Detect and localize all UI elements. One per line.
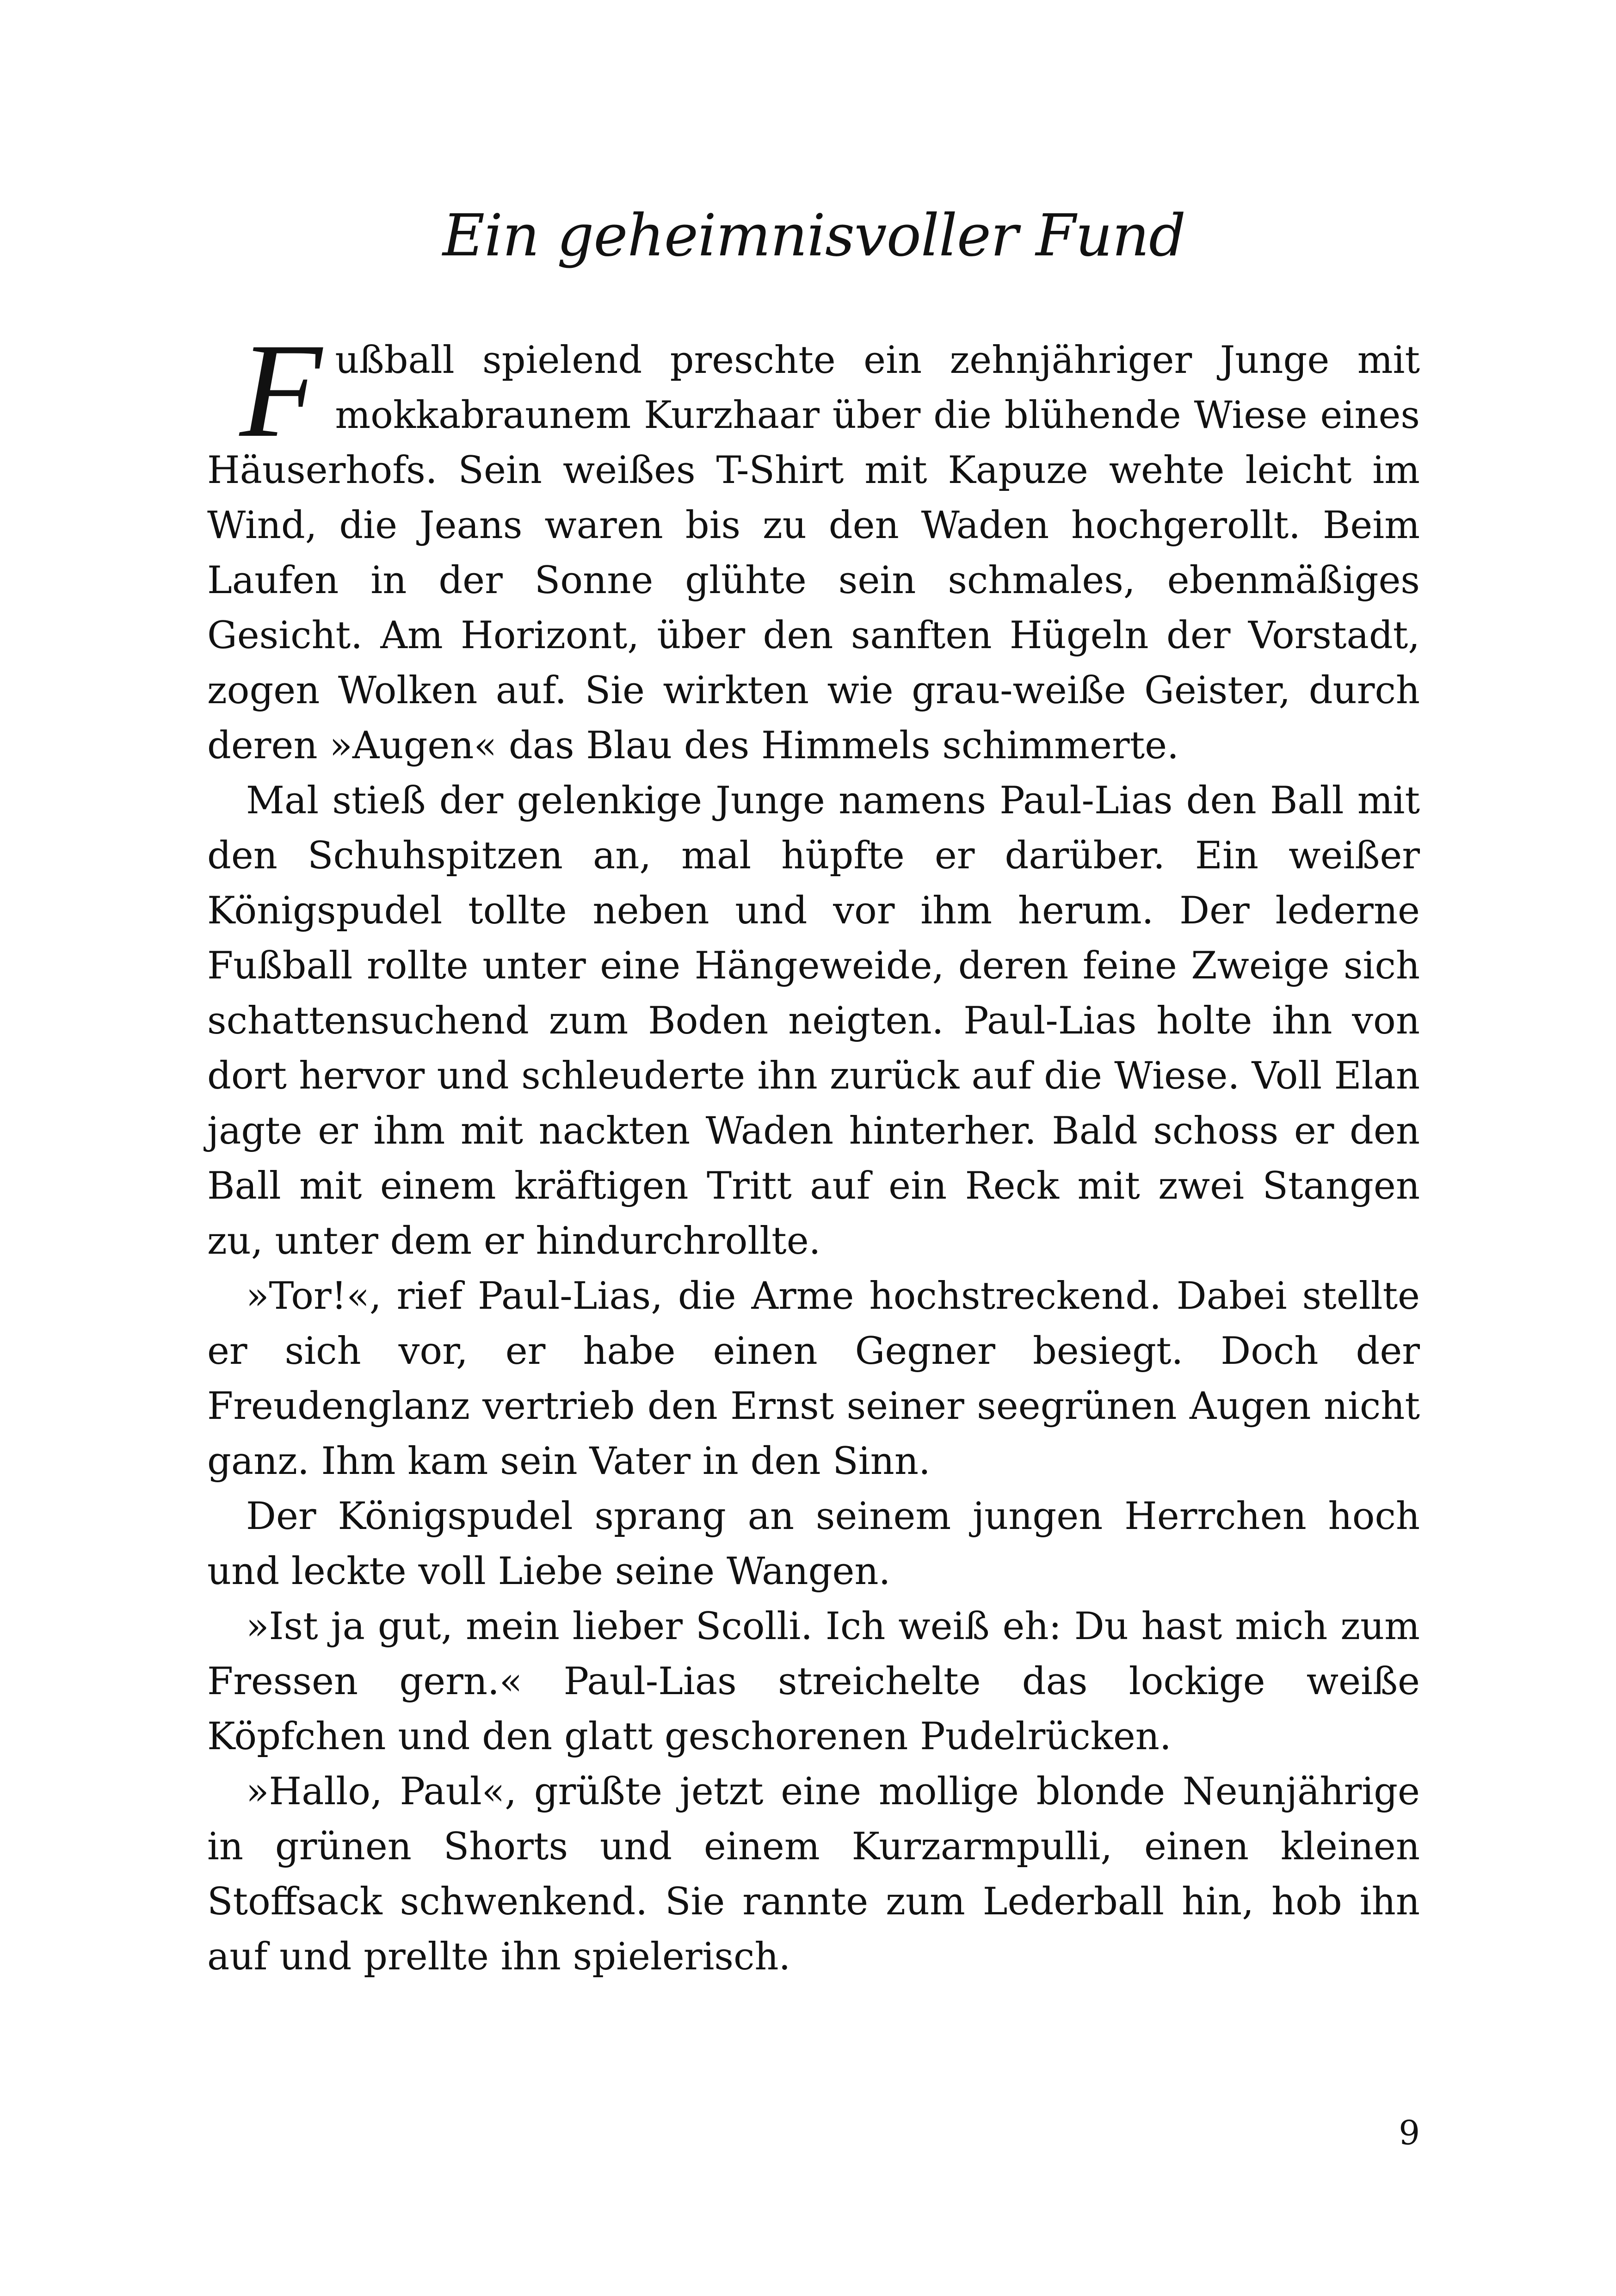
drop-cap: F bbox=[240, 316, 322, 465]
paragraph: Mal stieß der gelenkige Junge namens Paul-Lias den Ball mit den Schuhspitzen an, mal hüpfte er darüber. Ein weißer Königspudel tollte neben und vor ihm herum. Der lederne Fußball rollte unter eine Hängeweide, deren feine Zweige sich schattensuchend zum Boden neigten. Paul-Lias holte ihn von dort hervor und schleuderte ihn zurück auf die Wiese. Voll Elan jagte er ihm mit nackten Waden hinterher. Bald schoss er den Ball mit einem kräftigen Tritt auf ein Reck mit zwei Stangen zu, unter dem er hindurchrollte. bbox=[207, 779, 1420, 1263]
paragraph-text: ußball spielend preschte ein zehnjähriger Junge mit mokkabraunem Kurzhaar über die blühende Wiese eines Häuserhofs. Sein weißes T-Shirt mit Kapuze wehte leicht im Wind, die Jeans waren bis zu den Waden hochgerollt. Beim Laufen in der Sonne glühte sein schmales, ebenmäßiges Gesicht. Am Horizont, über den sanften Hügeln der Vorstadt, zogen Wolken auf. Sie wirkten wie grau-weiße Geister, durch deren »Augen« das Blau des Himmels schimmerte. bbox=[207, 339, 1420, 767]
body-text bbox=[207, 316, 1420, 1985]
chapter-title: Ein geheimnisvoller Fund bbox=[442, 202, 1186, 269]
paragraph: »Hallo, Paul«, grüßte jetzt eine mollige blonde Neunjährige in grünen Shorts und einem Kurzarmpulli, einen kleinen Stoffsack schwenkend. Sie rannte zum Lederball hin, hob ihn auf und prellte ihn spielerisch. bbox=[207, 1770, 1420, 1979]
paragraph: »Tor!«, rief Paul-Lias, die Arme hochstreckend. Dabei stellte er sich vor, er habe einen Gegner besiegt. Doch der Freudenglanz vertrieb den Ernst seiner seegrünen Augen nicht ganz. Ihm kam sein Vater in den Sinn. bbox=[207, 1275, 1420, 1483]
paragraph: Der Königspudel sprang an seinem jungen Herrchen hoch und leckte voll Liebe seine Wangen. bbox=[207, 1495, 1420, 1593]
page-number: 9 bbox=[1399, 2113, 1420, 2152]
paragraph: »Ist ja gut, mein lieber Scolli. Ich weiß eh: Du hast mich zum Fressen gern.« Paul-Lias streichelte das lockige weiße Köpfchen und den glatt geschorenen Pudelrücken. bbox=[207, 1605, 1420, 1758]
paragraph bbox=[207, 316, 1420, 774]
